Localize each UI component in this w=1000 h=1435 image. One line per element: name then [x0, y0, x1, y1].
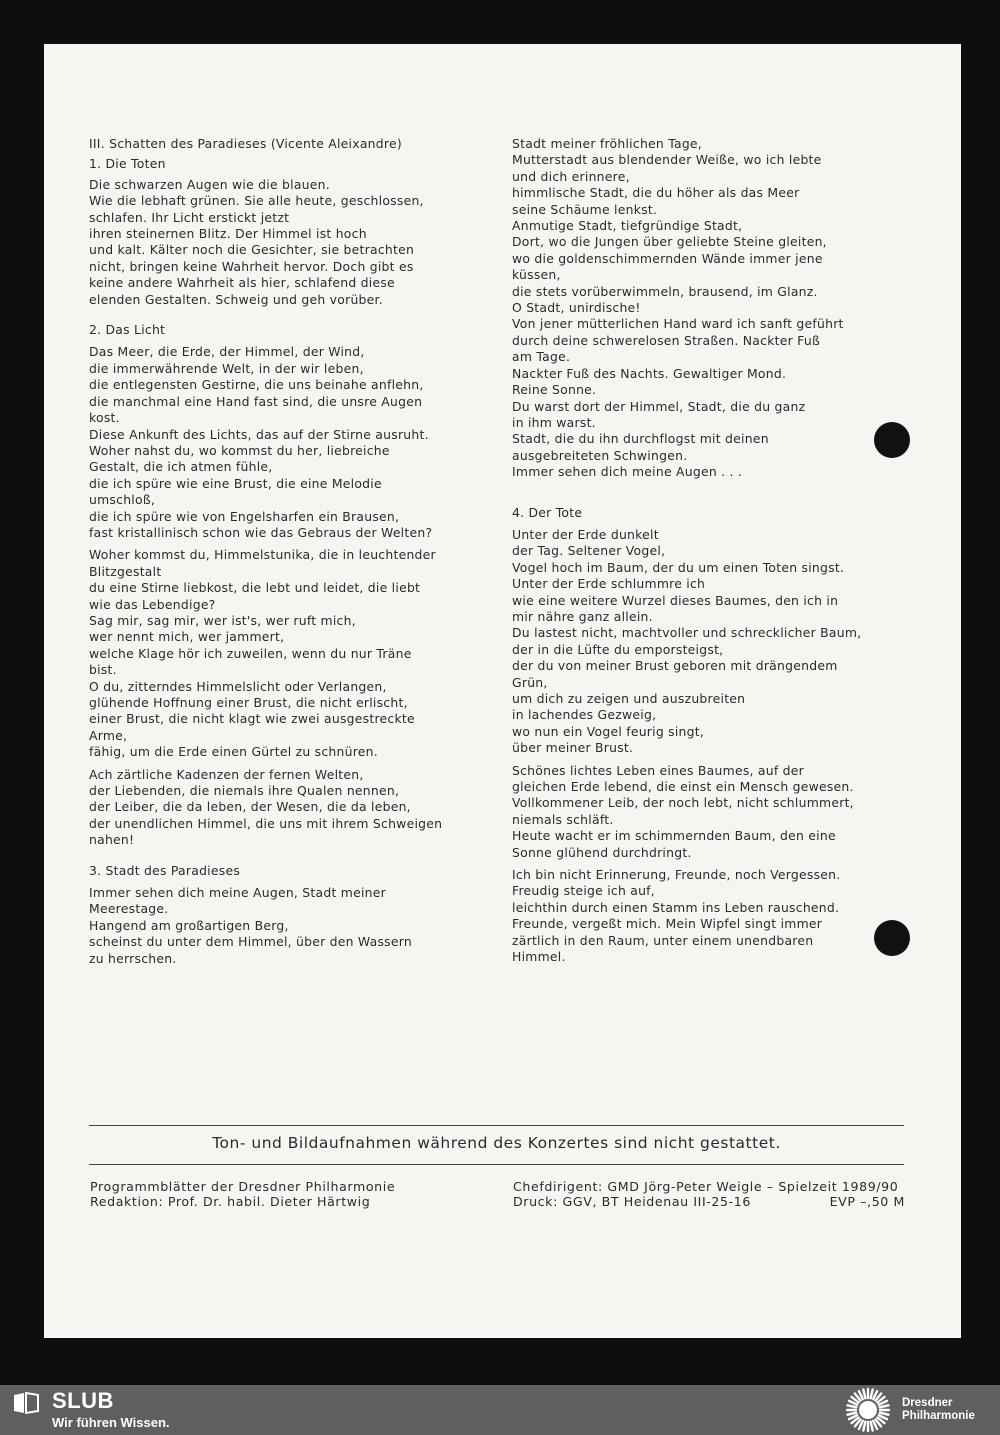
document-page	[44, 44, 961, 1338]
stanza-continuation: Stadt meiner fröhlichen Tage, Mutterstadt aus blendender Weiße, wo ich lebte und dich erinnere, himmlische Stadt, die du höher als das Meer seine Schäume lenkst. Anmutige Stadt, tiefgründige Stadt, Dort, wo die Jungen über geliebte Steine gleiten, wo die goldenschimmernden Wände immer jene küssen, die stets vorüberwimmeln, brausend, im Glanz. O Stadt, unirdische! Von jener mütterlichen Hand ward ich sanft geführt durch deine schwerelosen Straßen. Nackter Fuß am Tage. Nackter Fuß des Nachts. Gewaltiger Mond. Reine Sonne. Du warst dort der Himmel, Stadt, die du ganz in ihm warst. Stadt, die du ihn durchflogst mit deinen ausgebreiteten Schwingen. Immer sehen dich meine Augen . . .	[512, 136, 844, 480]
philharmonie-sunburst-logo	[842, 1387, 894, 1433]
stanza: Unter der Erde dunkelt der Tag. Seltener Vogel, Vogel hoch im Baum, der du um einen Toten singst. Unter der Erde schlummre ich wie eine weitere Wurzel dieses Baumes, den ich in mir nähre ganz allein. Du lastest nicht, machtvoller und schrecklicher Baum, der in die Lüfte du emporsteigst, der du von meiner Brust geboren mit drängendem Grün, um dich zu zeigen und auszubreiten in lachendes Gezweig, wo nun ein Vogel feurig singt, über meiner Brust.	[512, 526, 862, 756]
divider-top	[89, 1125, 904, 1126]
punch-hole	[874, 422, 910, 458]
stanza: Woher kommst du, Himmelstunika, die in leuchtender Blitzgestalt du eine Stirne liebkost, die lebt und leidet, die liebt wie das Lebendige? Sag mir, sag mir, wer ist's, wer ruft mich, wer nennt mich, wer jammert, welche Klage hör ich zuweilen, wenn du nur Träne bist. O du, zitterndes Himmelslicht oder Verlangen, glühende Hoffnung einer Brust, die nicht erlischt, einer Brust, die nicht klagt wie zwei ausgestreckte Arme, fähig, um die Erde einen Gürtel zu schnüren.	[89, 547, 436, 760]
divider-bottom	[89, 1164, 904, 1165]
footer-left	[90, 1179, 490, 1209]
footer-price: EVP –,50 M	[829, 1194, 905, 1209]
footer-right	[513, 1179, 905, 1209]
left-column	[89, 136, 489, 973]
punch-hole	[874, 920, 910, 956]
slub-name: SLUB	[52, 1388, 114, 1413]
footer-editor: Redaktion: Prof. Dr. habil. Dieter Härtwig	[90, 1194, 371, 1209]
right-column	[512, 136, 912, 972]
stanza: Ach zärtliche Kadenzen der fernen Welten, der Liebenden, die niemals ihre Qualen nennen, der Leiber, die da leben, der Wesen, die da leben, der unendlichen Himmel, die uns mit ihrem Schweigen nahen!	[89, 766, 443, 848]
stanza: Ich bin nicht Erinnerung, Freunde, noch Vergessen. Freudig steige ich auf, leichthin durch einen Stamm ins Leben rauschend. Freunde, vergeßt mich. Mein Wipfel singt immer zärtlich in den Raum, unter einem unendbaren Himmel.	[512, 867, 841, 965]
stanza: Die schwarzen Augen wie die blauen. Wie die lebhaft grünen. Sie alle heute, geschlossen, schlafen. Ihr Licht erstickt jetzt ihren steinernen Blitz. Der Himmel ist hoch und kalt. Kälter noch die Gesichter, sie betrachten nicht, bringen keine Wahrheit hervor. Doch gibt es keine andere Wahrheit als hier, schlafend diese elenden Gestalten. Schweig und geh vorüber.	[89, 176, 424, 307]
section-title-der-tote: 4. Der Tote	[512, 504, 583, 520]
stanza: Immer sehen dich meine Augen, Stadt meiner Meerestage. Hangend am großartigen Berg, scheinst du unter dem Himmel, über den Wassern zu herrschen.	[89, 885, 412, 966]
section-title-die-toten: 1. Die Toten	[89, 156, 166, 172]
section-title-das-licht: 2. Das Licht	[89, 322, 166, 338]
footer-conductor: Chefdirigent: GMD Jörg-Peter Weigle – Spielzeit 1989/90	[513, 1179, 899, 1194]
bottom-bar	[0, 1385, 1000, 1435]
footer-print-info: Druck: GGV, BT Heidenau III-25-16	[513, 1194, 752, 1209]
section-title-stadt-des-paradieses: 3. Stadt des Paradieses	[89, 862, 241, 878]
footer-publisher: Programmblätter der Dresdner Philharmonie	[90, 1179, 396, 1194]
slub-book-icon	[12, 1391, 40, 1415]
stanza: Das Meer, die Erde, der Himmel, der Wind, die immerwährende Welt, in der wir leben, die entlegensten Gestirne, die uns beinahe anflehn, die manchmal eine Hand fast sind, die unsre Augen kost. Diese Ankunft des Lichts, das auf der Stirne ausruht. Woher nahst du, wo kommst du her, liebreiche Gestalt, die ich atmen fühle, die ich spüre wie eine Brust, die eine Melodie umschloß, die ich spüre wie von Engelsharfen ein Brausen, fast kristallinisch schon wie das Gebraus der Welten?	[89, 344, 433, 540]
part-title: III. Schatten des Paradieses (Vicente Aleixandre)	[89, 136, 402, 151]
philharmonie-name: Dresdner Philharmonie	[902, 1397, 975, 1422]
recording-notice: Ton- und Bildaufnahmen während des Konzertes sind nicht gestattet.	[212, 1134, 781, 1152]
stanza: Schönes lichtes Leben eines Baumes, auf der gleichen Erde lebend, die einst ein Mensch gewesen. Vollkommener Leib, der noch lebt, nicht schlummert, niemals schläft. Heute wacht er im schimmernden Baum, den eine Sonne glühend durchdringt.	[512, 762, 854, 860]
slub-tagline: Wir führen Wissen.	[52, 1415, 170, 1430]
